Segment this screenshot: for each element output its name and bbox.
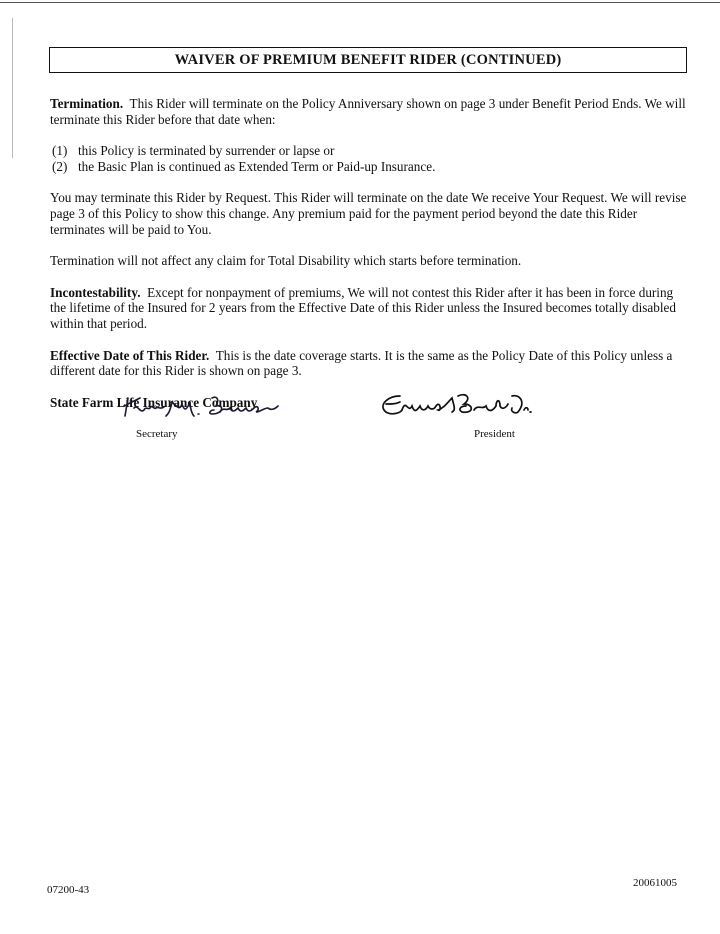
- form-number: 07200-43: [47, 884, 90, 896]
- incontestability-section: [50, 285, 690, 332]
- effective-date-section: [50, 348, 690, 379]
- claim-paragraph: Termination will not affect any claim for Total Disability which starts before termination.: [50, 253, 522, 269]
- termination-heading: Termination.: [50, 96, 124, 111]
- list-item-number: (2): [52, 158, 68, 174]
- termination-conditions-list: [50, 143, 690, 174]
- top-border-line: [0, 2, 720, 3]
- company-name: State Farm Life Insurance Company: [50, 394, 258, 410]
- termination-section: [50, 96, 690, 127]
- incontestability-text: Except for nonpayment of premiums, We will not contest this Rider after it has been in force during the lifetime of the Insured for 2 years from the Effective Date of this Rider unless the Insured becomes totally disabled within that period.: [50, 284, 676, 331]
- effective-date-heading: Effective Date of This Rider.: [50, 347, 210, 363]
- secretary-signature: [120, 388, 290, 424]
- list-item-number: (1): [52, 143, 68, 159]
- termination-text: This Rider will terminate on the Policy Anniversary shown on page 3 under Benefit Period Ends. We will terminate this Rider before that date when:: [50, 96, 686, 127]
- list-item: [50, 143, 690, 159]
- effective-date-text: This is the date coverage starts. It is the same as the Policy Date of this Policy unless a different date for this Rider is shown on page 3.: [50, 347, 673, 379]
- president-label: President: [474, 428, 515, 440]
- request-paragraph: You may terminate this Rider by Request. This Rider will terminate on the date We receive Your Request. We will revise page 3 of this Policy to show this change. Any premium paid for the payment period beyond the date this Rider terminates will be paid to You.: [50, 190, 687, 237]
- page-title: WAIVER OF PREMIUM BENEFIT RIDER (CONTINUED): [49, 47, 687, 73]
- list-item-text: the Basic Plan is continued as Extended Term or Paid-up Insurance.: [78, 158, 436, 174]
- secretary-label: Secretary: [136, 428, 178, 440]
- list-item-text: this Policy is terminated by surrender or lapse or: [78, 143, 335, 159]
- scan-edge-mark: [12, 18, 13, 158]
- list-item: [50, 159, 690, 175]
- president-signature: [378, 388, 548, 424]
- date-code: 20061005: [633, 877, 677, 889]
- incontestability-heading: Incontestability.: [50, 284, 141, 300]
- document-body: [50, 96, 690, 410]
